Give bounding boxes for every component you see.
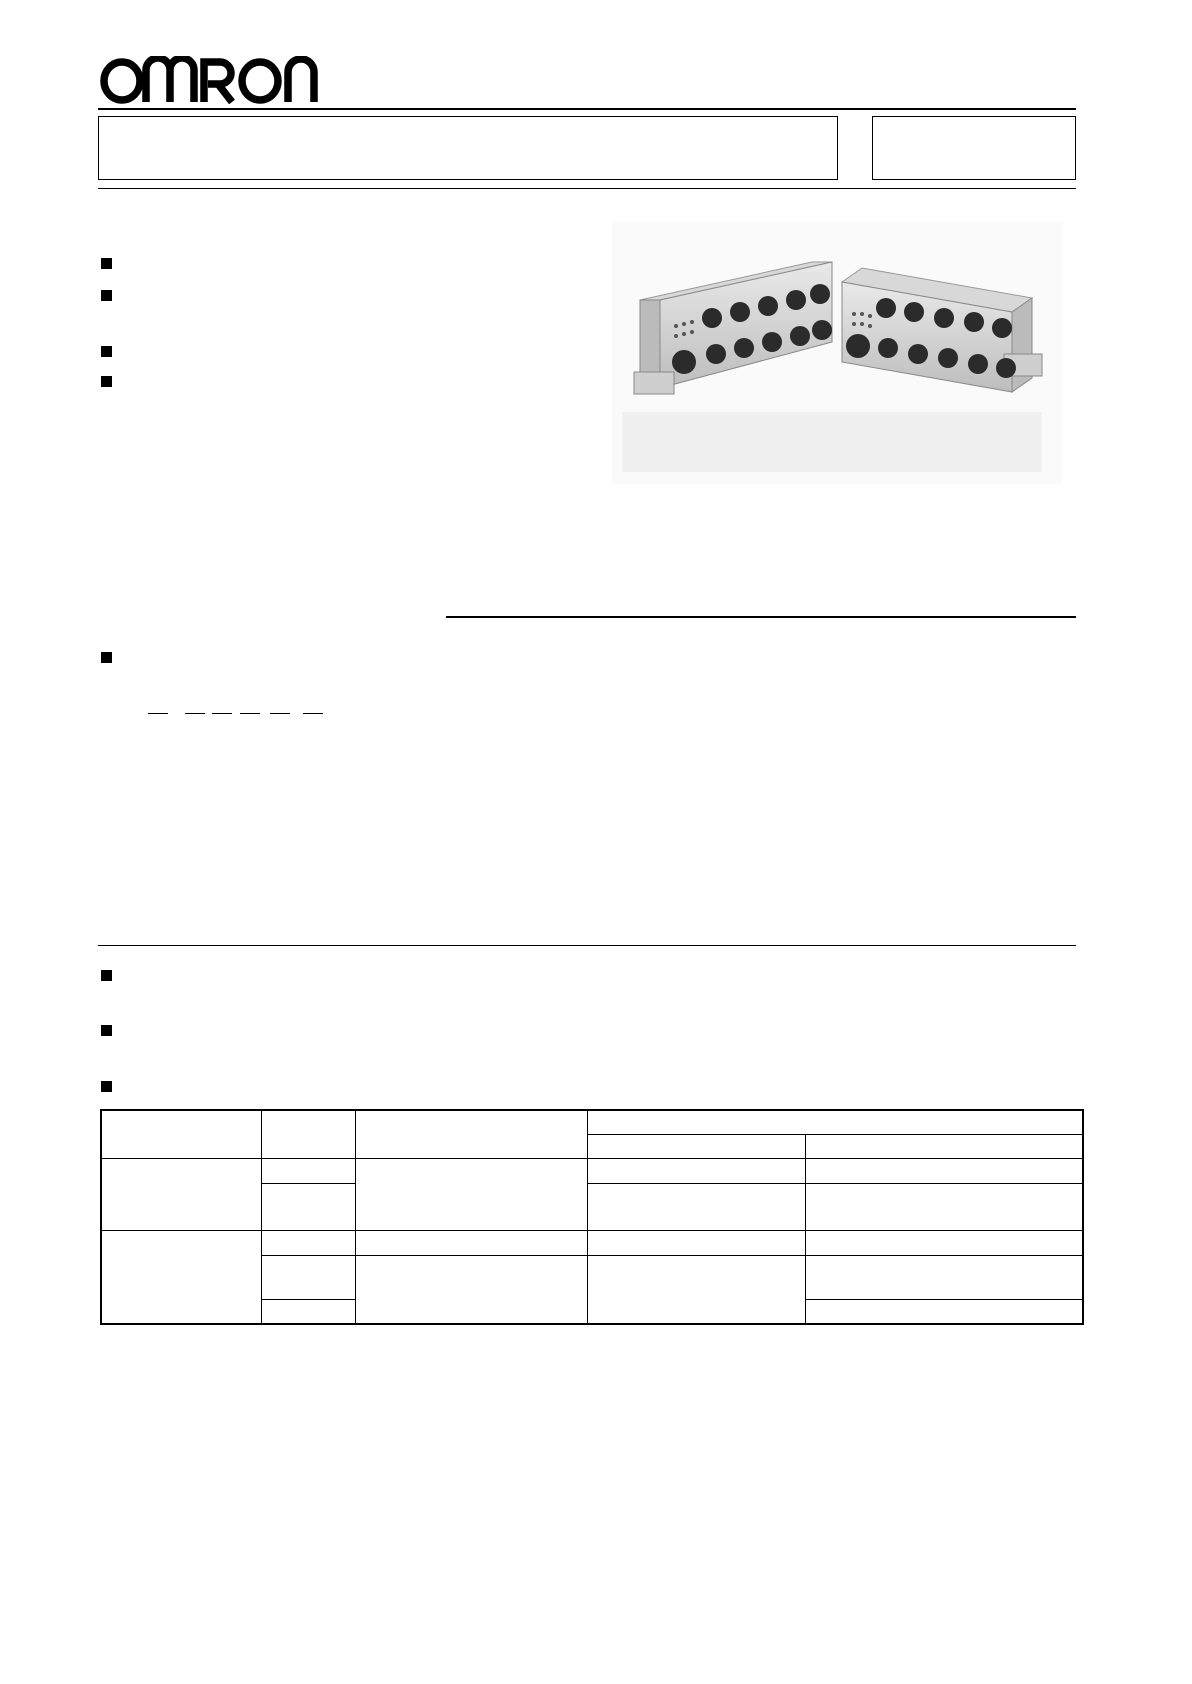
- table-cell: [101, 1230, 261, 1324]
- section-bullet-3: [101, 1025, 112, 1036]
- omron-logo: [100, 56, 340, 106]
- table-header-cell: [587, 1110, 1083, 1134]
- model-code-dash-4: [240, 713, 260, 714]
- feature-bullet-4: [101, 376, 112, 387]
- header-rule-lower: [98, 188, 1076, 189]
- model-code-dash-5: [270, 713, 290, 714]
- feature-bullet-2: [101, 290, 112, 301]
- table-cell: [805, 1255, 1083, 1299]
- table-cell: [587, 1255, 805, 1324]
- section-divider-1: [446, 616, 1076, 618]
- table-cell: [261, 1300, 355, 1324]
- table-cell: [261, 1158, 355, 1183]
- model-code-dash-3: [212, 713, 232, 714]
- table-cell: [355, 1230, 587, 1255]
- spec-table: [100, 1109, 1084, 1325]
- section-bullet-2: [101, 970, 112, 981]
- product-photo: [612, 222, 1062, 484]
- model-code-dash-1: [148, 713, 168, 714]
- header-rule: [98, 108, 1076, 110]
- section-divider-2: [98, 945, 1076, 946]
- table-header-cell: [355, 1110, 587, 1158]
- table-cell: [805, 1158, 1083, 1183]
- table-cell: [587, 1158, 805, 1183]
- table-cell: [587, 1184, 805, 1230]
- table-cell: [261, 1184, 355, 1230]
- table-cell: [805, 1184, 1083, 1230]
- table-cell: [101, 1158, 261, 1230]
- model-code-dash-6: [303, 713, 323, 714]
- model-code-dash-2: [185, 713, 205, 714]
- product-title-box: [98, 116, 838, 180]
- table-header-cell: [261, 1110, 355, 1158]
- table-cell: [805, 1230, 1083, 1255]
- section-bullet-1: [101, 652, 112, 663]
- table-cell: [355, 1255, 587, 1324]
- table-cell: [355, 1158, 587, 1230]
- feature-bullet-1: [101, 258, 112, 269]
- product-code-box: [872, 116, 1076, 180]
- table-header-cell: [587, 1134, 805, 1158]
- table-header-cell: [805, 1134, 1083, 1158]
- table-cell: [261, 1230, 355, 1255]
- section-bullet-4: [101, 1081, 112, 1092]
- table-cell: [805, 1300, 1083, 1324]
- feature-bullet-3: [101, 346, 112, 357]
- table-header-cell: [101, 1110, 261, 1158]
- table-cell: [587, 1230, 805, 1255]
- table-cell: [261, 1255, 355, 1299]
